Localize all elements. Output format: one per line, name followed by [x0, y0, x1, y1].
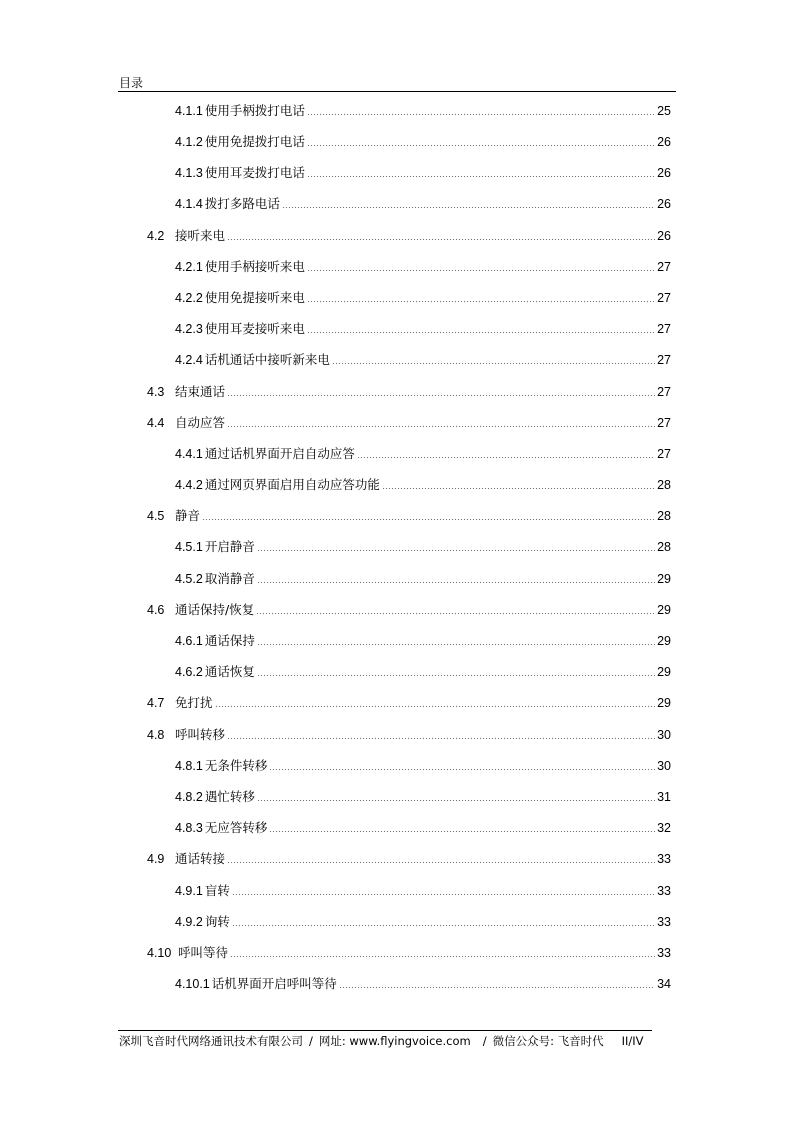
toc-entry-title: 遇忙转移 — [204, 789, 255, 804]
toc-entry-title: 拨打多路电话 — [204, 196, 280, 211]
footer-separator: / — [309, 1034, 313, 1048]
toc-entry-page: 31 — [657, 790, 671, 804]
toc-entry-4-8-3[interactable] — [175, 820, 671, 836]
toc-entry-page: 33 — [657, 946, 671, 960]
dot-leader — [232, 925, 655, 926]
toc-entry-4-9-2[interactable] — [175, 914, 671, 930]
toc-entry-page: 26 — [657, 197, 671, 211]
toc-entry-number: 4.8.3 — [175, 821, 203, 835]
toc-entry-title: 取消静音 — [204, 571, 255, 586]
toc-entry-title: 使用免提拨打电话 — [204, 134, 305, 149]
toc-entry-title: 使用免提接听来电 — [204, 290, 305, 305]
toc-entry-page: 27 — [657, 291, 671, 305]
footer-company: 深圳飞音时代网络通讯技术有限公司 — [119, 1034, 303, 1048]
dot-leader — [215, 706, 656, 707]
toc-entry-4-9[interactable] — [147, 851, 671, 867]
toc-entry-4-7[interactable] — [147, 695, 671, 711]
toc-entry-title: 通过网页界面启用自动应答功能 — [204, 477, 380, 492]
dot-leader — [227, 738, 655, 739]
toc-entry-page: 33 — [657, 852, 671, 866]
dot-leader — [269, 769, 655, 770]
toc-entry-4-8-1[interactable] — [175, 758, 671, 774]
toc-entry-4-6-1[interactable] — [175, 633, 671, 649]
dot-leader — [230, 956, 655, 957]
toc-entry-page: 29 — [657, 572, 671, 586]
toc-entry-page: 29 — [657, 696, 671, 710]
toc-entry-number: 4.4 — [147, 416, 165, 430]
toc-entry-number: 4.6 — [147, 603, 165, 617]
toc-entry-title: 呼叫转移 — [175, 727, 226, 742]
toc-entry-page: 28 — [657, 540, 671, 554]
toc-entry-number: 4.1.1 — [175, 104, 203, 118]
toc-entry-number: 4.8.2 — [175, 790, 203, 804]
footer-divider — [118, 1030, 652, 1031]
toc-entry-number: 4.1.3 — [175, 166, 203, 180]
dot-leader — [257, 582, 655, 583]
toc-entry-page: 28 — [657, 478, 671, 492]
toc-entry-page: 27 — [657, 260, 671, 274]
toc-entry-title: 使用耳麦拨打电话 — [204, 165, 305, 180]
toc-entry-title: 使用手柄拨打电话 — [204, 103, 305, 118]
footer-page-number: II/IV — [621, 1034, 644, 1048]
toc-entry-page: 33 — [657, 915, 671, 929]
toc-entry-number: 4.1.4 — [175, 197, 203, 211]
toc-entry-4-4[interactable] — [147, 415, 671, 431]
dot-leader — [357, 457, 655, 458]
toc-entry-title: 结束通话 — [175, 384, 226, 399]
toc-entry-page: 33 — [657, 884, 671, 898]
toc-entry-number: 4.6.1 — [175, 634, 203, 648]
toc-entry-number: 4.2 — [147, 229, 165, 243]
toc-entry-4-1-1[interactable] — [175, 103, 671, 119]
dot-leader — [257, 550, 655, 551]
footer-website: 网址: www.flyingvoice.com — [318, 1034, 471, 1048]
toc-entry-title: 通话保持/恢复 — [175, 602, 255, 617]
toc-entry-4-8-2[interactable] — [175, 789, 671, 805]
toc-entry-page: 27 — [657, 322, 671, 336]
toc-entry-number: 4.2.1 — [175, 260, 203, 274]
toc-entry-title: 通过话机界面开启自动应答 — [204, 446, 355, 461]
toc-entry-4-5-2[interactable] — [175, 571, 671, 587]
dot-leader — [256, 613, 655, 614]
toc-entry-title: 询转 — [204, 914, 230, 929]
dot-leader — [202, 519, 655, 520]
dot-leader — [339, 987, 655, 988]
dot-leader — [227, 239, 655, 240]
dot-leader — [227, 395, 655, 396]
toc-entry-title: 无应答转移 — [204, 820, 268, 835]
toc-entry-4-6-2[interactable] — [175, 664, 671, 680]
dot-leader — [382, 488, 655, 489]
toc-entry-page: 30 — [657, 759, 671, 773]
footer-wechat: 微信公众号: 飞音时代 — [492, 1034, 604, 1048]
toc-entry-number: 4.8.1 — [175, 759, 203, 773]
toc-entry-number: 4.2.4 — [175, 353, 203, 367]
toc-entry-title: 无条件转移 — [204, 758, 268, 773]
toc-entry-4-3[interactable] — [147, 384, 671, 400]
toc-entry-4-2-3[interactable] — [175, 321, 671, 337]
toc-entry-number: 4.4.1 — [175, 447, 203, 461]
toc-entry-page: 32 — [657, 821, 671, 835]
toc-entry-title: 通话恢复 — [204, 664, 255, 679]
toc-entry-page: 29 — [657, 603, 671, 617]
dot-leader — [307, 301, 655, 302]
toc-entry-number: 4.7 — [147, 696, 165, 710]
toc-entry-title: 话机界面开启呼叫等待 — [211, 976, 337, 991]
toc-entry-number: 4.10 — [147, 946, 172, 960]
toc-entry-title: 盲转 — [204, 883, 230, 898]
toc-entry-4-2-1[interactable] — [175, 259, 671, 275]
dot-leader — [269, 831, 655, 832]
running-header-title: 目录 — [119, 76, 144, 90]
toc-entry-title: 接听来电 — [175, 228, 226, 243]
toc-entry-page: 34 — [657, 977, 671, 991]
toc-entry-page: 25 — [657, 104, 671, 118]
toc-entry-4-8[interactable] — [147, 727, 671, 743]
dot-leader — [307, 332, 655, 333]
toc-entry-number: 4.9.1 — [175, 884, 203, 898]
toc-entry-4-5[interactable] — [147, 508, 671, 524]
toc-entry-title: 自动应答 — [175, 415, 226, 430]
toc-entry-number: 4.9.2 — [175, 915, 203, 929]
toc-entry-number: 4.5 — [147, 509, 165, 523]
toc-entry-4-6[interactable] — [147, 602, 671, 618]
dot-leader — [307, 270, 655, 271]
dot-leader — [227, 862, 655, 863]
toc-entry-number: 4.2.2 — [175, 291, 203, 305]
toc-entry-page: 26 — [657, 229, 671, 243]
toc-entry-title: 通话保持 — [204, 633, 255, 648]
toc-entry-4-4-2[interactable] — [175, 477, 671, 493]
toc-entry-page: 28 — [657, 509, 671, 523]
dot-leader — [232, 894, 655, 895]
dot-leader — [307, 145, 655, 146]
toc-entry-4-9-1[interactable] — [175, 883, 671, 899]
toc-entry-4-5-1[interactable] — [175, 539, 671, 555]
toc-entry-page: 26 — [657, 166, 671, 180]
toc-entry-page: 27 — [657, 447, 671, 461]
toc-entry-4-10-1[interactable] — [175, 976, 671, 992]
toc-entry-number: 4.6.2 — [175, 665, 203, 679]
toc-entry-title: 通话转接 — [175, 851, 226, 866]
toc-entry-title: 开启静音 — [204, 539, 255, 554]
toc-entry-number: 4.2.3 — [175, 322, 203, 336]
toc-entry-number: 4.9 — [147, 852, 165, 866]
toc-entry-title: 免打扰 — [175, 695, 213, 710]
toc-entry-number: 4.4.2 — [175, 478, 203, 492]
toc-entry-page: 30 — [657, 728, 671, 742]
toc-entry-number: 4.8 — [147, 728, 165, 742]
toc-entry-4-2-2[interactable] — [175, 290, 671, 306]
toc-entry-title: 使用手柄接听来电 — [204, 259, 305, 274]
toc-entry-page: 27 — [657, 385, 671, 399]
toc-entry-page: 26 — [657, 135, 671, 149]
toc-entry-title: 话机通话中接听新来电 — [204, 352, 330, 367]
toc-entry-page: 27 — [657, 353, 671, 367]
toc-entry-page: 27 — [657, 416, 671, 430]
toc-entry-page: 29 — [657, 665, 671, 679]
toc-entry-4-4-1[interactable] — [175, 446, 671, 462]
footer-separator: / — [482, 1034, 487, 1048]
dot-leader — [307, 114, 655, 115]
toc-entry-4-10[interactable] — [147, 945, 671, 961]
dot-leader — [257, 644, 655, 645]
dot-leader — [282, 207, 655, 208]
toc-entry-4-1-2[interactable] — [175, 134, 671, 150]
toc-entry-number: 4.1.2 — [175, 135, 203, 149]
dot-leader — [257, 675, 655, 676]
toc-entry-title: 静音 — [175, 508, 201, 523]
dot-leader — [257, 800, 655, 801]
toc-entry-4-2[interactable] — [147, 228, 671, 244]
toc-entry-title: 使用耳麦接听来电 — [204, 321, 305, 336]
toc-entry-title: 呼叫等待 — [178, 945, 229, 960]
toc-entry-number: 4.3 — [147, 385, 165, 399]
toc-entry-number: 4.5.2 — [175, 572, 203, 586]
page-footer — [119, 1033, 659, 1049]
toc-entry-page: 29 — [657, 634, 671, 648]
dot-leader — [227, 426, 655, 427]
dot-leader — [307, 176, 655, 177]
toc-entry-number: 4.10.1 — [175, 977, 210, 991]
toc-entry-number: 4.5.1 — [175, 540, 203, 554]
dot-leader — [332, 363, 655, 364]
toc-entry-4-2-4[interactable] — [175, 352, 671, 368]
toc-entry-4-1-4[interactable] — [175, 196, 671, 212]
toc-entry-4-1-3[interactable] — [175, 165, 671, 181]
